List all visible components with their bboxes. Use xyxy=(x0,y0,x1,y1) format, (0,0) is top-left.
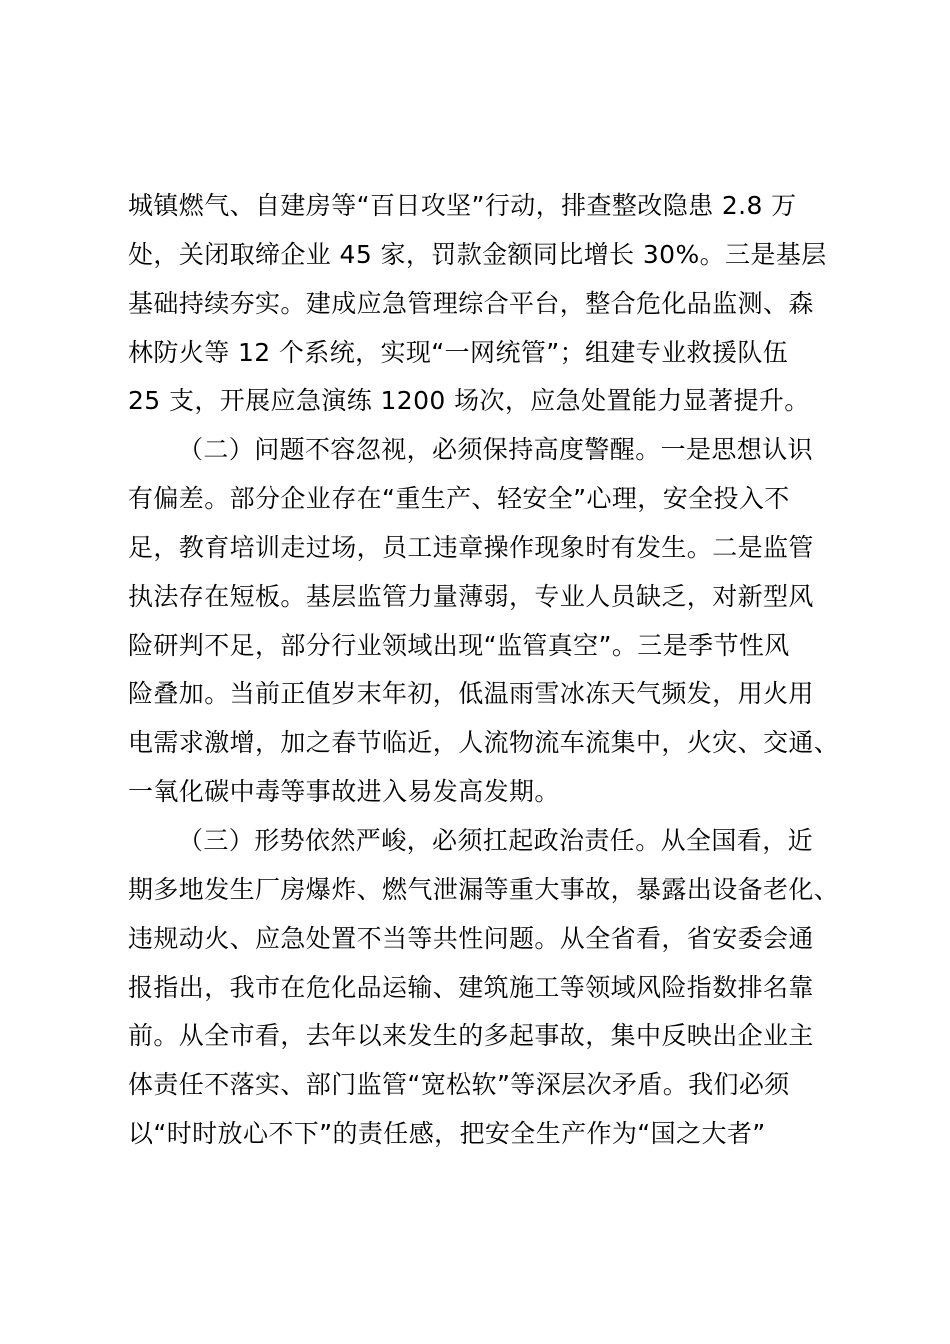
text-line: 前。从全市看，去年以来发生的多起事故，集中反映出企业主 xyxy=(128,1021,814,1051)
text-line: 25 支，开展应急演练 1200 场次，应急处置能力显著提升。 xyxy=(128,386,810,416)
text-line: 险研判不足，部分行业领域出现“监管真空”。三是季节性风 xyxy=(128,630,790,660)
text-line: 基础持续夯实。建成应急管理综合平台，整合危化品监测、森 xyxy=(128,288,814,318)
paragraph-heading-line: （三）形势依然严峻，必须扛起政治责任。从全国看，近 xyxy=(178,825,814,855)
text-line: 以“时时放心不下”的责任感，把安全生产作为“国之大者” xyxy=(128,1119,766,1149)
text-line: 执法存在短板。基层监管力量薄弱，专业人员缺乏，对新型风 xyxy=(128,581,814,611)
text-line: 电需求激增，加之春节临近，人流物流车流集中，火灾、交通、 xyxy=(128,728,840,758)
text-line: 期多地发生厂房爆炸、燃气泄漏等重大事故，暴露出设备老化、 xyxy=(128,874,840,904)
text-line: 处，关闭取缔企业 45 家，罚款金额同比增长 30%。三是基层 xyxy=(128,239,827,269)
text-line: 有偏差。部分企业存在“重生产、轻安全”心理，安全投入不 xyxy=(128,484,790,514)
text-line: 报指出，我市在危化品运输、建筑施工等领域风险指数排名靠 xyxy=(128,972,814,1002)
text-line: 足，教育培训走过场，员工违章操作现象时有发生。二是监管 xyxy=(128,532,814,562)
text-line: 一氧化碳中毒等事故进入易发高发期。 xyxy=(128,777,560,807)
text-line: 林防火等 12 个系统，实现“一网统管”；组建专业救援队伍 xyxy=(128,337,789,367)
text-line: 险叠加。当前正值岁末年初，低温雨雪冰冻天气频发，用火用 xyxy=(128,679,814,709)
paragraph-heading-line: （二）问题不容忽视，必须保持高度警醒。一是思想认识 xyxy=(178,435,814,465)
text-line: 违规动火、应急处置不当等共性问题。从全省看，省安委会通 xyxy=(128,923,814,953)
text-line: 城镇燃气、自建房等“百日攻坚”行动，排查整改隐患 2.8 万 xyxy=(128,191,797,220)
body-text xyxy=(128,182,838,1159)
text-line: 体责任不落实、部门监管“宽松软”等深层次矛盾。我们必须 xyxy=(128,1070,790,1100)
